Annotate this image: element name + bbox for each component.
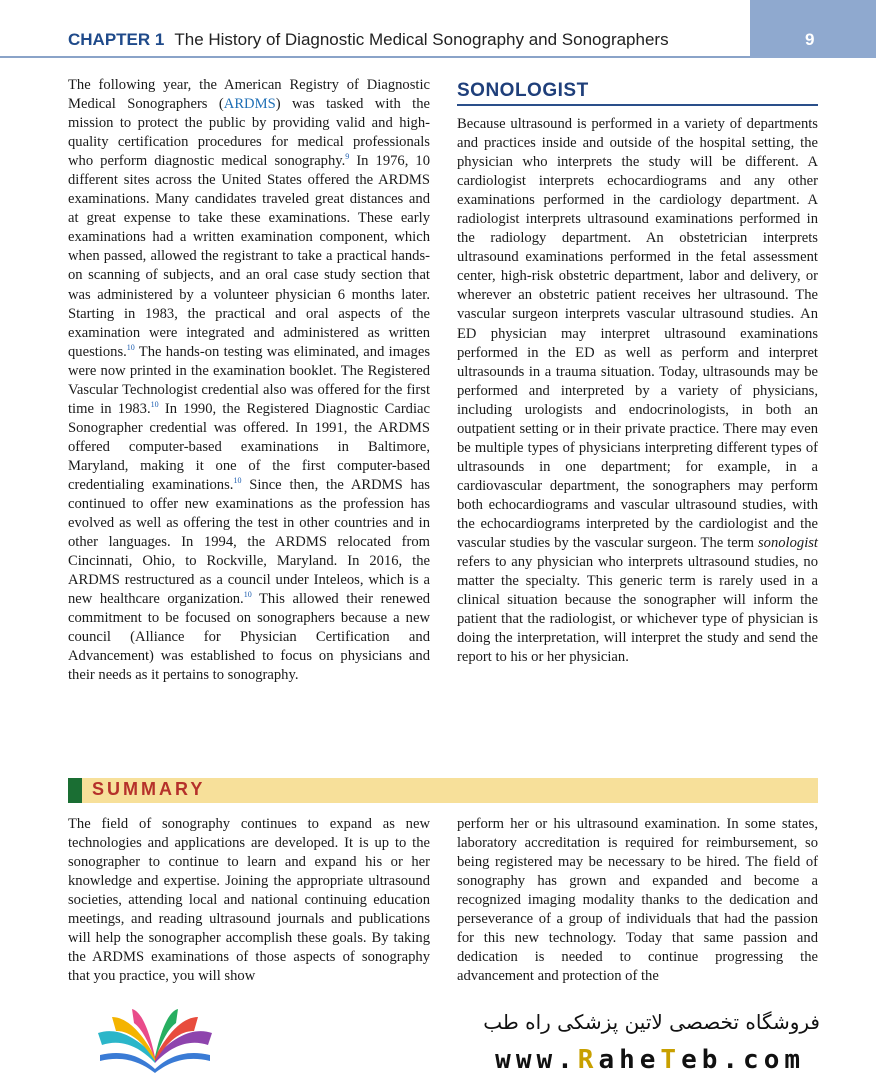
text-run: ) was tasked with the mission to protect the public by providing valid and high-quality certification procedures for medical professionals who perform diagnostic medical sonography. [68, 96, 430, 170]
url-part: eb.com [681, 1045, 805, 1075]
ardms-history-paragraph [68, 76, 430, 686]
summary-heading: SUMMARY [92, 779, 206, 799]
text-run: This allowed their renewed commitment to be focused on sonographers because a new council (Alliance for Physician Certification and Advancement) was established to focus on physicians and their needs as it pertains to sonography. [68, 591, 431, 684]
store-url [460, 1045, 805, 1075]
reference-marker: 10 [243, 590, 252, 600]
running-head [68, 30, 669, 50]
reference-marker: 9 [345, 152, 350, 162]
url-part: www. [495, 1045, 578, 1075]
sonologist-heading [457, 80, 818, 106]
sonologist-body [457, 115, 818, 667]
store-name-persian: فروشگاه تخصصی لاتین پزشکی راه طب [483, 1010, 820, 1034]
text-run: Because ultrasound is performed in a variety of departments and practices inside and outside of the hospital setting, the physician who interprets the study will be different. A cardiologist interprets echocardiograms and any other examinations performed in the cardiology department. A radiologist interprets ultrasound examinations performed in the radiology department. An obstetrician interprets ultrasound examinations performed in the fetal assessment center, high-risk obstetric department, labor and delivery, or wherever an obstetric patient receives her ultrasound. The vascular surgeon interprets vascular ultrasound studies. An ED physician may interpret ultrasound examinations performed in the ED as well as perform and interpret ultrasounds in a trauma situation. Today, ultrasounds may be performed and interpreted by a variety of physicians, including urologists and endocrinologists, in both an outpatient setting or in their private practice. There may even be multiple types of physicians interpreting different types of ultrasounds in one department; for example, in a cardiovascular department, the sonographers may perform both echocardiograms and vascular ultrasound studies, with the echocardiograms interpreted by the cardiologist and the vascular studies by the vascular surgeon. The term [457, 116, 818, 552]
page-number: 9 [805, 30, 815, 49]
text-run: Since then, the ARDMS has continued to offer new examinations as the profession has evolved as well as offering the test in other countries and in other languages. In 1994, the ARDMS relocated from Cincinnati, Ohio, to Rockville, Maryland. In 2016, the ARDMS restructured as a council under Inteleos, which is a new healthcare organization. [68, 476, 430, 608]
url-part: R [577, 1045, 599, 1075]
sonologist-term: sonologist [757, 535, 818, 552]
url-part: T [660, 1045, 682, 1075]
left-column-body [68, 76, 430, 686]
summary-heading-bar [68, 778, 818, 803]
summary-right-column [457, 815, 818, 986]
summary-left-column [68, 815, 430, 986]
text-run: The following year, the American Registry of Diagnostic Medical Sonographers ( [68, 77, 430, 113]
summary-paragraph-continued: perform her or his ultrasound examination. In some states, laboratory accreditation is required for reimbursement, so being registered may be necessary to be hired. The field of sonography has grown and expanded and become a recognized imaging modality thanks to the dedication and perseverance of a group of individuals that had the passion for this new technology. Today that same passion and dedication is needed to continue progressing the advancement and protection of the [457, 816, 818, 985]
url-part: ahe [598, 1045, 661, 1075]
summary-accent-bar [68, 778, 82, 803]
reference-marker: 10 [233, 475, 242, 485]
text-run: The hands-on testing was eliminated, and images were now printed in the examination booklet. The Registered Vascular Technologist credential also was offered for the first time in 1983. [68, 343, 430, 417]
text-run: In 1976, 10 different sites across the United States offered the ARDMS examinations. Many candidates traveled great distances and at great expense to take these examinations. These early examinations had a written examination component, which when passed, allowed the registrant to take a practical hands-on scanning of subjects, and an oral case study section that was administered by a volunteer physician 6 months later. Starting in 1983, the practical and oral aspects of the examination were integrated and administered as written questions. [68, 153, 430, 360]
sonologist-paragraph [457, 115, 818, 667]
text-run: refers to any physician who interprets ultrasound studies, no matter the specialty. This generic term is rarely used in a clinical situation because the sonographer will inform the patient that the radiologist, or whichever type of physician is doing the interpretation, will interpret the study and send the report to his or her physician. [457, 554, 818, 666]
ardms-acronym: ARDMS [223, 96, 276, 113]
section-heading-text: SONOLOGIST [457, 80, 589, 101]
header-rule [0, 56, 750, 58]
summary-paragraph: The field of sonography continues to expand as new technologies and applications are developed. It is up to the sonographer to continue to learn and expand his or her knowledge and expertise. Joining the appropriate ultrasound societies, attending local and national continuing education meetings, and reading ultrasound journals and publications will help the sonographer accomplish these goals. By taking the ARDMS examinations of those aspects of sonography that you practice, you will show [68, 816, 430, 985]
page-header [0, 0, 876, 58]
text-run: In 1990, the Registered Diagnostic Cardiac Sonographer credential was offered. In 1991, the ARDMS offered computer-based examinations in Baltimore, Maryland, making it one of the first computer-based credentialing examinations. [68, 400, 430, 493]
page-number-box [750, 0, 876, 58]
book-logo-icon [90, 1005, 220, 1075]
reference-marker: 10 [150, 399, 159, 409]
chapter-title: The History of Diagnostic Medical Sonography and Sonographers [174, 30, 669, 49]
reference-marker: 10 [126, 342, 135, 352]
chapter-label: CHAPTER 1 [68, 30, 165, 49]
